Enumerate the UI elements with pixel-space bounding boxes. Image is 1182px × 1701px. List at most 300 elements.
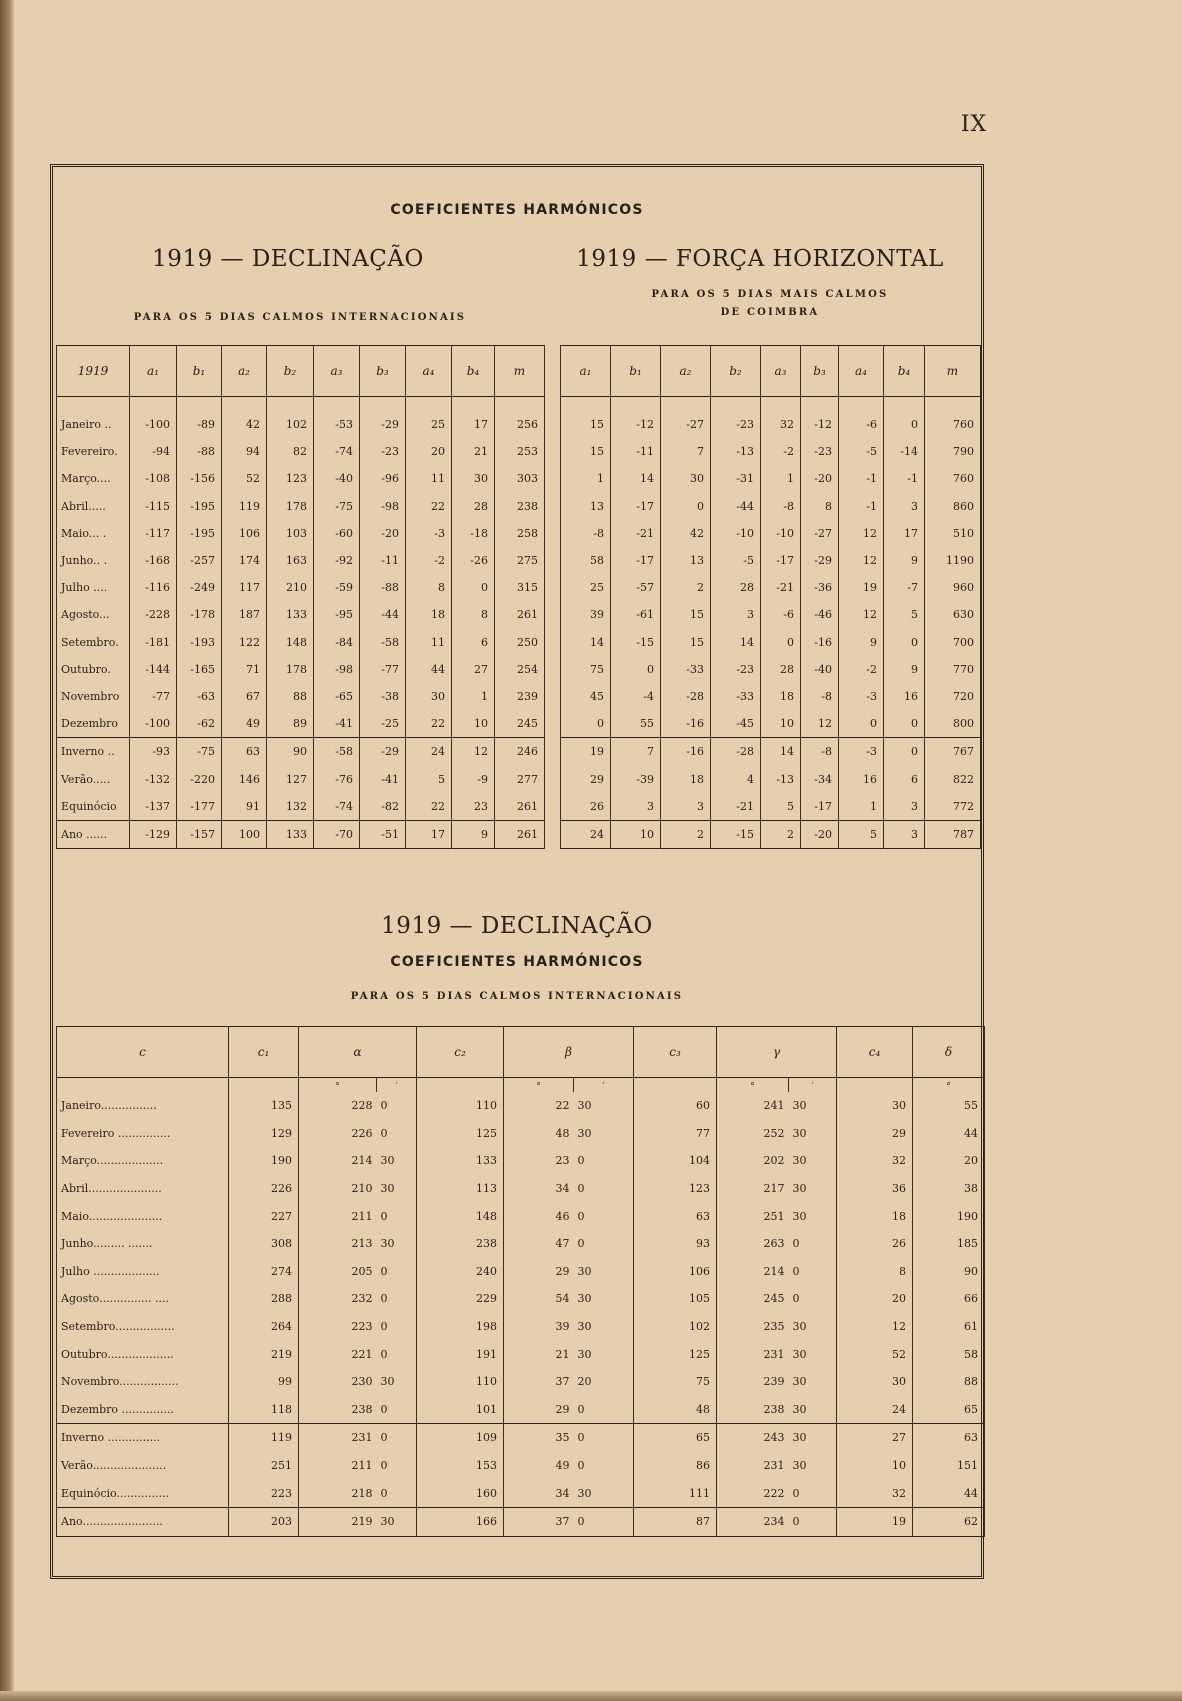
table-row (57, 547, 545, 574)
row-label: Fevereiro. (57, 438, 130, 465)
table-cell: 178 (267, 656, 314, 683)
column-header: a₂ (661, 346, 711, 397)
table-cell: -10 (711, 520, 761, 547)
table-cell: 0 (574, 1175, 634, 1203)
table-cell: 22 (504, 1092, 574, 1120)
table-cell: -193 (177, 629, 222, 656)
table-cell: 30 (377, 1175, 417, 1203)
table-cell: 36 (837, 1175, 913, 1203)
table-cell: 15 (661, 629, 711, 656)
table-cell: 22 (406, 710, 452, 738)
table-row (561, 547, 981, 574)
degree-mark: ° (299, 1078, 377, 1093)
table-cell: 0 (377, 1313, 417, 1341)
spacer-cell (884, 397, 925, 412)
table-cell: 24 (406, 738, 452, 766)
table-cell: 88 (913, 1368, 985, 1396)
table-cell: 11 (406, 465, 452, 492)
spacer-cell (177, 397, 222, 412)
table-cell: 231 (717, 1452, 789, 1480)
column-header: a₃ (314, 346, 360, 397)
table-row (57, 411, 545, 438)
table-cell: 205 (299, 1258, 377, 1286)
table-cell: -61 (611, 601, 661, 628)
table-cell: 0 (611, 656, 661, 683)
column-header: m (925, 346, 981, 397)
table-row (57, 738, 545, 766)
column-header: b₄ (884, 346, 925, 397)
table-cell: -129 (130, 820, 177, 848)
table-cell: 18 (837, 1202, 913, 1230)
table-cell: 27 (452, 656, 495, 683)
table-cell: -15 (711, 820, 761, 848)
table-cell: 25 (406, 411, 452, 438)
table-cell: -2 (839, 656, 884, 683)
table-cell: 4 (711, 765, 761, 792)
column-header: c (57, 1027, 229, 1078)
table-cell: 226 (299, 1120, 377, 1148)
table-cell: 3 (884, 820, 925, 848)
table-cell: 29 (504, 1396, 574, 1424)
spacer-cell (837, 1078, 913, 1093)
table-row (57, 710, 545, 738)
table-cell: 30 (574, 1285, 634, 1313)
table-cell: 0 (789, 1285, 837, 1313)
table-cell: -117 (130, 520, 177, 547)
table-cell: 49 (504, 1452, 574, 1480)
table-cell: 308 (229, 1230, 299, 1258)
table-cell: 8 (406, 574, 452, 601)
table-cell: 18 (761, 683, 801, 710)
table-cell: 238 (417, 1230, 504, 1258)
bottom-heading: COEFICIENTES HARMÓNICOS (390, 954, 644, 970)
spacer-cell (561, 397, 611, 412)
table-cell: 37 (504, 1507, 574, 1536)
table-cell: 166 (417, 1507, 504, 1536)
table-cell: -40 (314, 465, 360, 492)
table-cell: -17 (611, 547, 661, 574)
table-cell: 102 (634, 1313, 717, 1341)
table-cell: 55 (913, 1092, 985, 1120)
table-cell: 229 (417, 1285, 504, 1313)
table-row (561, 601, 981, 628)
row-label: Equinócio............... (57, 1479, 229, 1507)
table-cell: -82 (360, 793, 406, 821)
table-cell: -96 (360, 465, 406, 492)
table-cell: -74 (314, 438, 360, 465)
table-cell: 21 (452, 438, 495, 465)
table-cell: -98 (314, 656, 360, 683)
table-cell: -1 (839, 465, 884, 492)
table-cell: 14 (561, 629, 611, 656)
table-cell: 238 (299, 1396, 377, 1424)
spacer-cell (925, 397, 981, 412)
table-cell: -21 (711, 793, 761, 821)
table-cell: -228 (130, 601, 177, 628)
table-cell: -195 (177, 493, 222, 520)
table-cell: 22 (406, 493, 452, 520)
spacer-cell (314, 397, 360, 412)
degree-mark: ° (717, 1078, 789, 1093)
table-cell: 10 (761, 710, 801, 738)
table-cell: 30 (789, 1147, 837, 1175)
table-cell: 261 (495, 601, 545, 628)
row-label: Maio... . (57, 520, 130, 547)
units-row (57, 1078, 985, 1093)
table-cell: 0 (839, 710, 884, 738)
spacer-row (57, 397, 545, 412)
column-header: a₁ (130, 346, 177, 397)
row-label: Maio..................... (57, 1202, 229, 1230)
table-cell: 122 (222, 629, 267, 656)
row-label: Agosto............... .... (57, 1285, 229, 1313)
table-cell: -92 (314, 547, 360, 574)
column-header: γ (717, 1027, 837, 1078)
table-cell: 7 (661, 438, 711, 465)
row-label: Março.... (57, 465, 130, 492)
table-cell: 18 (661, 765, 711, 792)
table-cell: 16 (839, 765, 884, 792)
table-cell: 30 (789, 1202, 837, 1230)
table-cell: 16 (884, 683, 925, 710)
horizontal-force-title: 1919 — FORÇA HORIZONTAL (576, 246, 944, 272)
table-cell: -59 (314, 574, 360, 601)
table-cell: 228 (299, 1092, 377, 1120)
table-cell: 217 (717, 1175, 789, 1203)
table-cell: -116 (130, 574, 177, 601)
table-cell: 214 (299, 1147, 377, 1175)
table-cell: 111 (634, 1479, 717, 1507)
table-cell: 253 (495, 438, 545, 465)
table-cell: 15 (661, 601, 711, 628)
table-row (561, 411, 981, 438)
table-row (57, 629, 545, 656)
table-cell: 0 (574, 1147, 634, 1175)
table-cell: 77 (634, 1120, 717, 1148)
table-row (57, 1147, 985, 1175)
table-row (57, 1479, 985, 1507)
table-cell: 9 (884, 656, 925, 683)
table-cell: 30 (789, 1092, 837, 1120)
column-header: c₁ (229, 1027, 299, 1078)
declination-table (56, 345, 545, 849)
table-cell: 8 (837, 1258, 913, 1286)
table-cell: -8 (561, 520, 611, 547)
table-cell: -100 (130, 411, 177, 438)
table-cell: -46 (801, 601, 839, 628)
table-cell: 63 (222, 738, 267, 766)
table-cell: 23 (452, 793, 495, 821)
table-cell: 30 (789, 1396, 837, 1424)
table-row (57, 656, 545, 683)
table-cell: 35 (504, 1424, 574, 1452)
table-cell: -38 (360, 683, 406, 710)
table-cell: 67 (222, 683, 267, 710)
table-row (57, 765, 545, 792)
table-cell: 17 (452, 411, 495, 438)
table-cell: 3 (611, 793, 661, 821)
table-cell: -144 (130, 656, 177, 683)
table-cell: 103 (267, 520, 314, 547)
table-cell: 18 (406, 601, 452, 628)
table-cell: 0 (884, 738, 925, 766)
table-cell: 44 (406, 656, 452, 683)
table-row (561, 465, 981, 492)
table-cell: 214 (717, 1258, 789, 1286)
table-cell: 61 (913, 1313, 985, 1341)
table-cell: 198 (417, 1313, 504, 1341)
table-cell: -58 (314, 738, 360, 766)
table-cell: 1 (761, 465, 801, 492)
table-cell: 87 (634, 1507, 717, 1536)
table-cell: 135 (229, 1092, 299, 1120)
table-cell: -41 (314, 710, 360, 738)
table-row (57, 574, 545, 601)
table-cell: 129 (229, 1120, 299, 1148)
page-edge (0, 1691, 1182, 1701)
degree-mark: ° (913, 1078, 985, 1093)
table-cell: -57 (611, 574, 661, 601)
table-row (561, 683, 981, 710)
table-cell: 5 (406, 765, 452, 792)
table-cell: -76 (314, 765, 360, 792)
column-header: β (504, 1027, 634, 1078)
table-cell: 226 (229, 1175, 299, 1203)
table-cell: 315 (495, 574, 545, 601)
table-cell: 105 (634, 1285, 717, 1313)
table-cell: 0 (789, 1507, 837, 1536)
table-cell: 221 (299, 1340, 377, 1368)
table-cell: 146 (222, 765, 267, 792)
table-cell: 241 (717, 1092, 789, 1120)
column-header: a₄ (839, 346, 884, 397)
row-label: Setembro................. (57, 1313, 229, 1341)
table-cell: 251 (229, 1452, 299, 1480)
table-cell: -10 (761, 520, 801, 547)
table-cell: 117 (222, 574, 267, 601)
table-cell: 14 (761, 738, 801, 766)
table-cell: 227 (229, 1202, 299, 1230)
table-cell: -8 (801, 738, 839, 766)
table-cell: 0 (377, 1285, 417, 1313)
row-label: Setembro. (57, 629, 130, 656)
table-row (57, 1507, 985, 1536)
table-cell: 0 (574, 1507, 634, 1536)
harmonic-coefficients-table (56, 1026, 985, 1537)
table-cell: 163 (267, 547, 314, 574)
table-cell: 75 (634, 1368, 717, 1396)
table-cell: 0 (574, 1424, 634, 1452)
table-cell: 15 (561, 411, 611, 438)
table-row (57, 1202, 985, 1230)
spacer-cell (222, 397, 267, 412)
table-cell: -20 (801, 465, 839, 492)
minute-mark: ′ (574, 1078, 634, 1093)
table-cell: 30 (661, 465, 711, 492)
table-cell: 99 (229, 1368, 299, 1396)
table-cell: -20 (801, 820, 839, 848)
table-cell: 261 (495, 820, 545, 848)
table-cell: -157 (177, 820, 222, 848)
table-cell: 102 (267, 411, 314, 438)
table-cell: 101 (417, 1396, 504, 1424)
table-cell: -249 (177, 574, 222, 601)
table-row (561, 493, 981, 520)
table-cell: 30 (377, 1368, 417, 1396)
table-cell: 1 (839, 793, 884, 821)
row-label: Agosto... (57, 601, 130, 628)
table-cell: 190 (913, 1202, 985, 1230)
table-cell: 767 (925, 738, 981, 766)
table-cell: 245 (495, 710, 545, 738)
table-row (57, 1230, 985, 1258)
table-cell: 202 (717, 1147, 789, 1175)
table-cell: 235 (717, 1313, 789, 1341)
spacer-cell (611, 397, 661, 412)
table-cell: 113 (417, 1175, 504, 1203)
table-cell: 125 (634, 1340, 717, 1368)
table-cell: 700 (925, 629, 981, 656)
table-cell: 151 (913, 1452, 985, 1480)
table-cell: 32 (837, 1479, 913, 1507)
table-cell: -16 (661, 710, 711, 738)
horizontal-force-table (560, 345, 981, 849)
table-cell: 0 (884, 710, 925, 738)
table-cell: 0 (377, 1424, 417, 1452)
table-cell: -13 (761, 765, 801, 792)
table-cell: 0 (574, 1452, 634, 1480)
column-header: a₂ (222, 346, 267, 397)
table-cell: 127 (267, 765, 314, 792)
table-cell: 256 (495, 411, 545, 438)
table-cell: -156 (177, 465, 222, 492)
table-cell: 760 (925, 465, 981, 492)
table-cell: 30 (837, 1368, 913, 1396)
table-cell: 0 (377, 1202, 417, 1230)
table-cell: 30 (574, 1258, 634, 1286)
table-cell: 30 (789, 1313, 837, 1341)
table-cell: 63 (913, 1424, 985, 1452)
row-label: Verão..... (57, 765, 130, 792)
table-cell: -23 (711, 411, 761, 438)
table-cell: 0 (377, 1396, 417, 1424)
column-header: b₄ (452, 346, 495, 397)
table-cell: 86 (634, 1452, 717, 1480)
table-cell: 42 (661, 520, 711, 547)
table-cell: 62 (913, 1507, 985, 1536)
table-cell: 24 (837, 1396, 913, 1424)
column-header: b₂ (711, 346, 761, 397)
table-cell: -7 (884, 574, 925, 601)
horizontal-force-subtitle-2: DE COIMBRA (720, 307, 820, 318)
table-cell: 2 (661, 820, 711, 848)
table-cell: 28 (452, 493, 495, 520)
table-cell: 239 (495, 683, 545, 710)
table-row (57, 1258, 985, 1286)
table-cell: 26 (837, 1230, 913, 1258)
row-label: Inverno .. (57, 738, 130, 766)
table-cell: 277 (495, 765, 545, 792)
table-cell: 5 (839, 820, 884, 848)
table-cell: 66 (913, 1285, 985, 1313)
table-cell: 254 (495, 656, 545, 683)
table-cell: 123 (634, 1175, 717, 1203)
table-cell: 0 (452, 574, 495, 601)
table-cell: -165 (177, 656, 222, 683)
table-cell: 0 (377, 1120, 417, 1148)
table-cell: 37 (504, 1368, 574, 1396)
row-label: Ano ...... (57, 820, 130, 848)
table-cell: 153 (417, 1452, 504, 1480)
table-cell: 12 (452, 738, 495, 766)
table-cell: 48 (634, 1396, 717, 1424)
table-cell: -28 (711, 738, 761, 766)
row-label: Outubro................... (57, 1340, 229, 1368)
table-cell: 54 (504, 1285, 574, 1313)
table-cell: 8 (452, 601, 495, 628)
column-header: a₁ (561, 346, 611, 397)
table-cell: 210 (267, 574, 314, 601)
table-cell: -100 (130, 710, 177, 738)
table-cell: 0 (574, 1396, 634, 1424)
table-cell: -3 (406, 520, 452, 547)
table-cell: -8 (801, 683, 839, 710)
table-cell: 20 (574, 1368, 634, 1396)
table-cell: -137 (130, 793, 177, 821)
table-cell: 30 (377, 1230, 417, 1258)
spacer-cell (406, 397, 452, 412)
table-cell: 30 (377, 1147, 417, 1175)
table-cell: 250 (495, 629, 545, 656)
table-cell: 109 (417, 1424, 504, 1452)
table-cell: 288 (229, 1285, 299, 1313)
table-cell: 30 (789, 1120, 837, 1148)
table-cell: 8 (801, 493, 839, 520)
table-cell: 231 (717, 1340, 789, 1368)
table-cell: 245 (717, 1285, 789, 1313)
table-cell: 12 (839, 601, 884, 628)
column-header: δ (913, 1027, 985, 1078)
table-cell: 148 (417, 1202, 504, 1230)
table-cell: 133 (267, 601, 314, 628)
table-cell: 58 (913, 1340, 985, 1368)
table-cell: 3 (884, 793, 925, 821)
table-row (561, 738, 981, 766)
bottom-subtitle: PARA OS 5 DIAS CALMOS INTERNACIONAIS (350, 991, 684, 1002)
table-cell: -8 (761, 493, 801, 520)
table-cell: 94 (222, 438, 267, 465)
table-cell: 1190 (925, 547, 981, 574)
table-cell: 46 (504, 1202, 574, 1230)
table-cell: -33 (711, 683, 761, 710)
table-cell: -21 (761, 574, 801, 601)
table-cell: 0 (561, 710, 611, 738)
table-cell: 800 (925, 710, 981, 738)
minute-mark: ′ (377, 1078, 417, 1093)
table-cell: 34 (504, 1175, 574, 1203)
table-cell: -51 (360, 820, 406, 848)
table-cell: 30 (789, 1368, 837, 1396)
table-cell: -89 (177, 411, 222, 438)
table-cell: 274 (229, 1258, 299, 1286)
table-row (57, 438, 545, 465)
column-header: 1919 (57, 346, 130, 397)
table-cell: -5 (711, 547, 761, 574)
row-label: Julho ................... (57, 1258, 229, 1286)
table-cell: 0 (761, 629, 801, 656)
table-cell: 30 (789, 1424, 837, 1452)
table-cell: -2 (761, 438, 801, 465)
